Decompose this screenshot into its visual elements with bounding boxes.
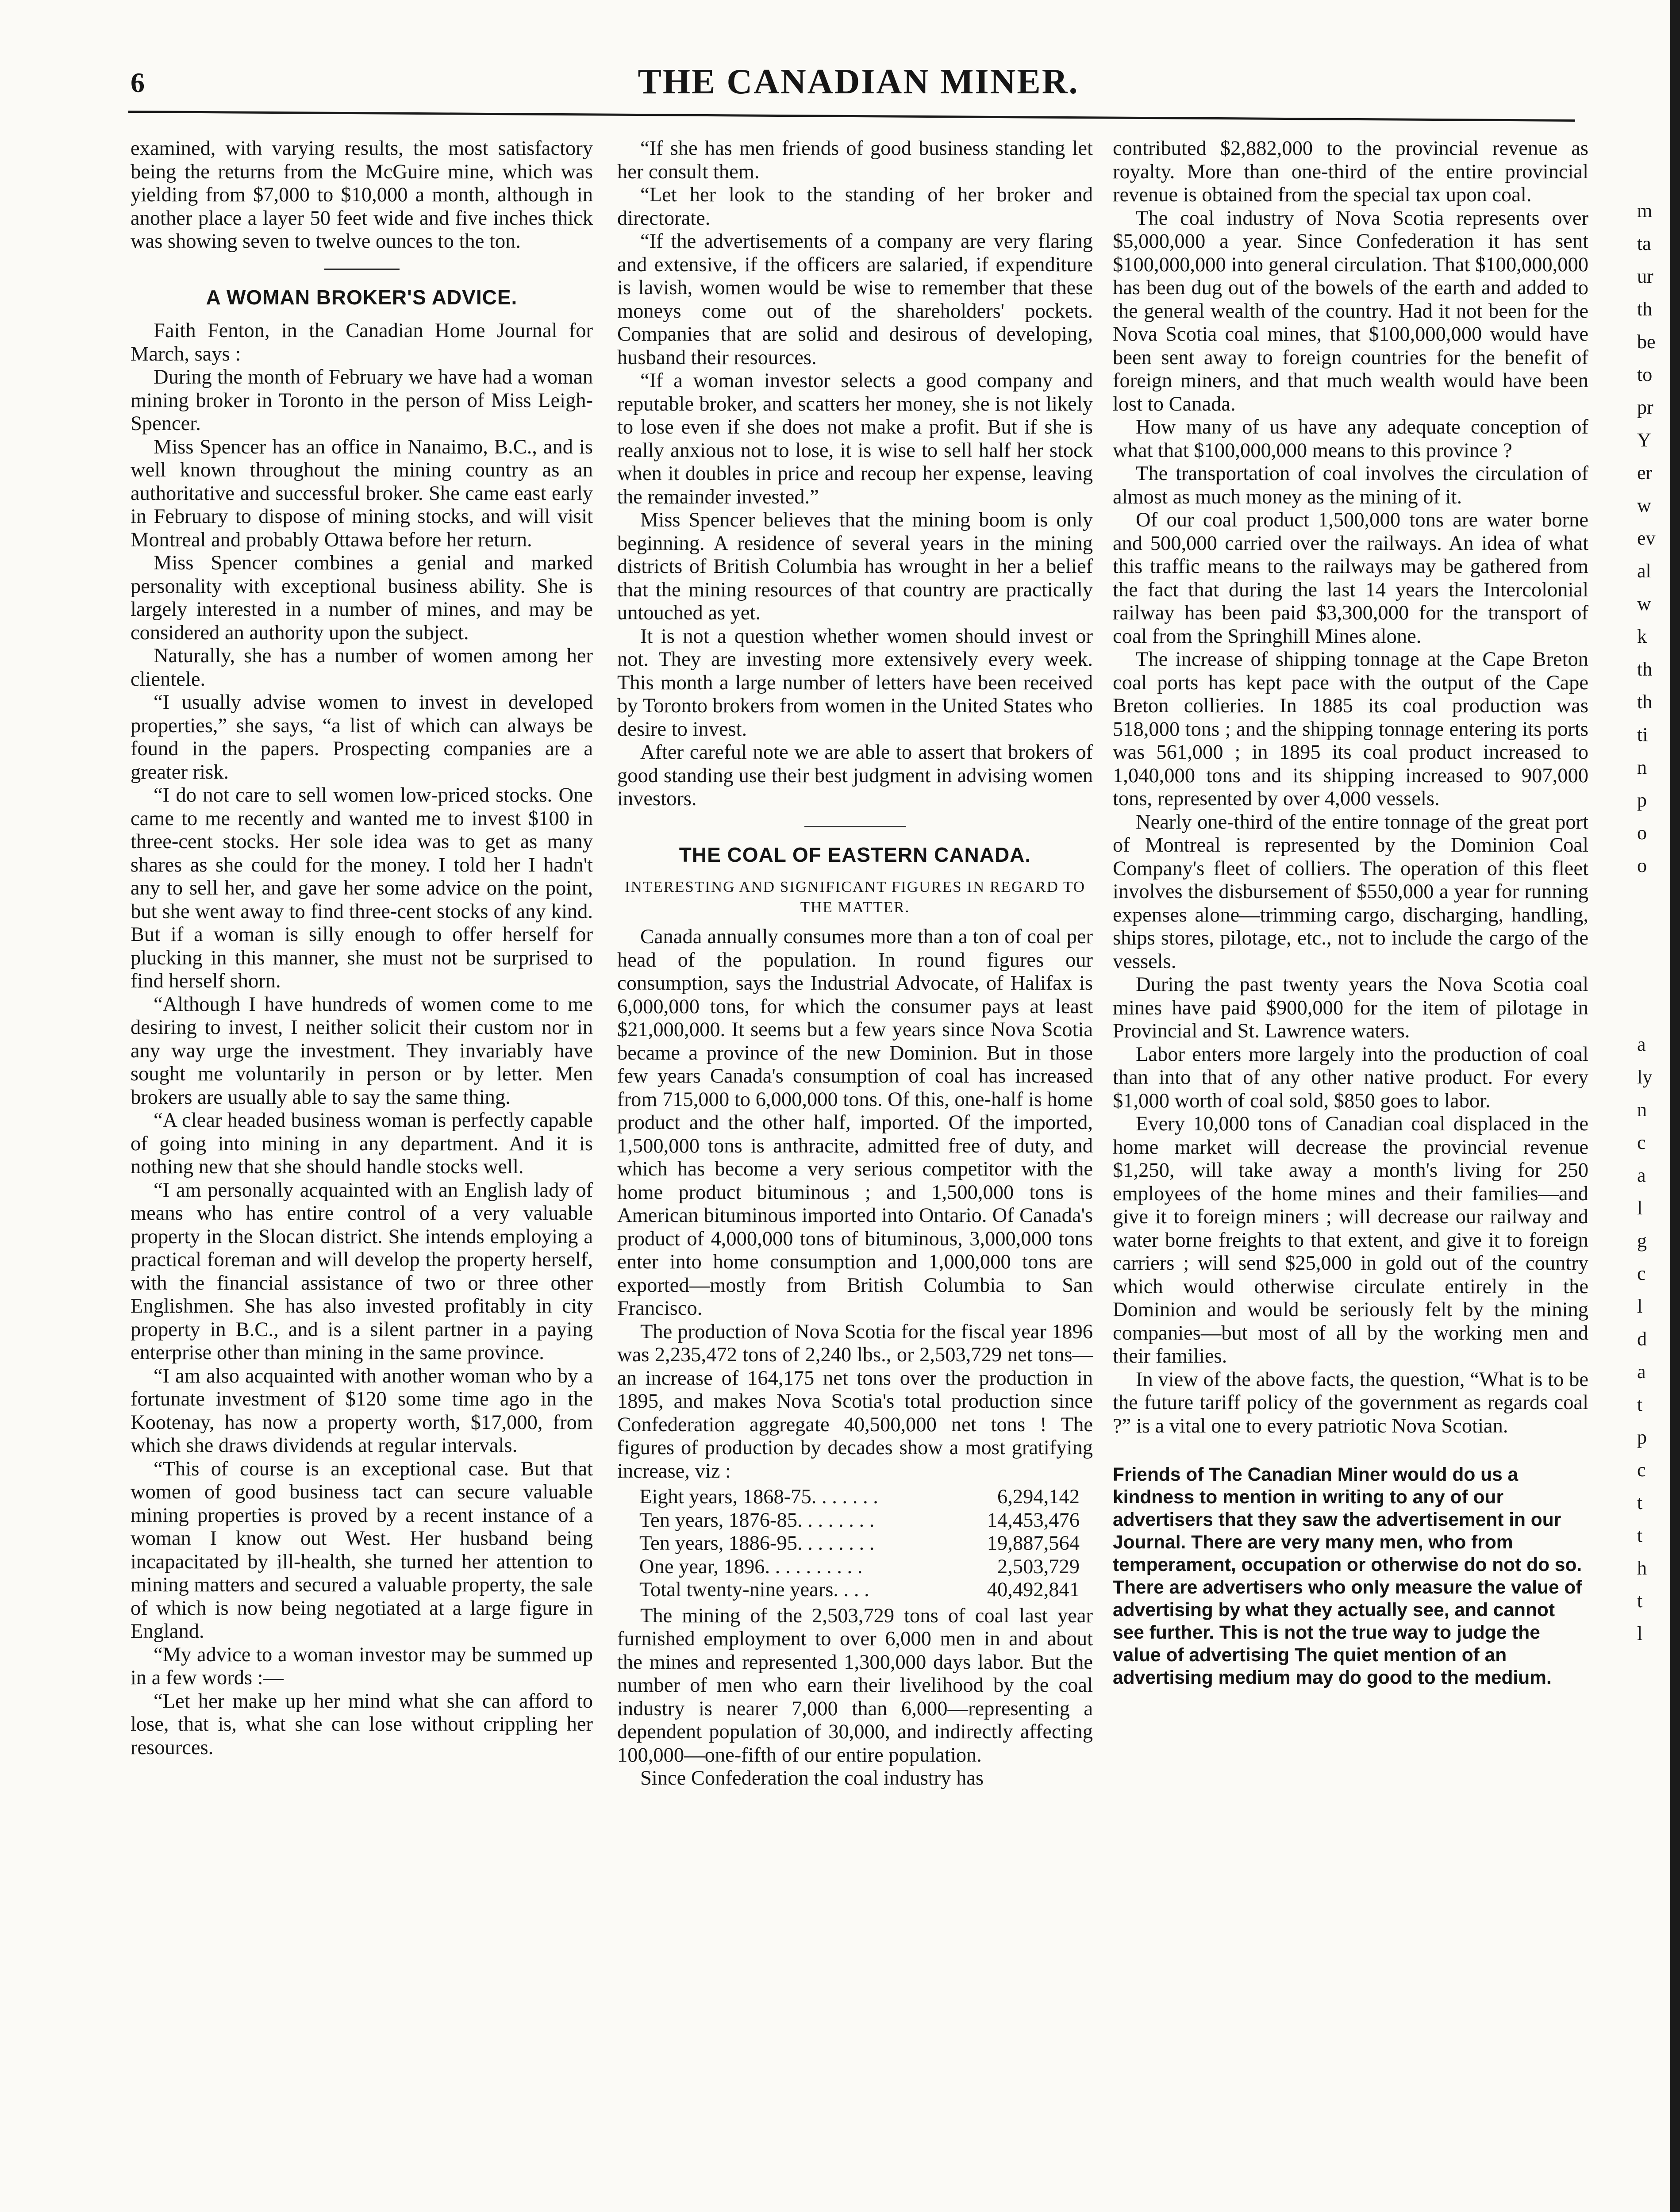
edge-fragment: t (1637, 1492, 1643, 1513)
paragraph: “Let her make up her mind what she can afford to lose, that is, what she can lose without crippling her resources. (131, 1690, 593, 1759)
header-rule (128, 111, 1575, 122)
table-row (617, 1486, 1093, 1509)
article-title-coal: THE COAL OF EASTERN CANADA. (679, 843, 1031, 866)
paragraph: The production of Nova Scotia for the fiscal year 1896 was 2,235,472 tons of 2,240 lbs., or 2,503,729 net tons—an increase of 164,175 net tons over the production in 1895, and makes Nova Scotia's total production since Confederation aggregate 40,500,000 net tons ! The figures of production by decades show a most gratifying increase, viz : (617, 1320, 1093, 1482)
advertiser-notice: Friends of The Canadian Miner would do us a kindness to mention in writing to any of our advertisers that they saw the advertisement in our Journal. There are very many men, who from temperament, occupation or otherwise do not do so. There are advertisers who only measure the value of advertising by what they actually see, and cannot see further. This is not the true way to judge the value of advertising The quiet mention of an advertising medium may do good to the medium. (1113, 1464, 1582, 1688)
row-label: Eight years, 1868-75. . . . . . . (639, 1486, 878, 1508)
edge-fragment: to (1637, 364, 1653, 385)
paragraph: “My advice to a woman investor may be summed up in a few words :— (131, 1643, 593, 1689)
edge-fragment: pr (1637, 396, 1653, 418)
paragraph: “This of course is an exceptional case. But that women of good business tact can secure valuable mining properties is proved by a recent instance of a woman I know out West. Her husband being incapacitated by ill-health, she turned her attention to mining matters and secured a valuable property, the sale of which is now being negotiated at a large figure in England. (131, 1457, 593, 1643)
paragraph: Miss Spencer believes that the mining boom is only beginning. A residence of several years in the mining districts of British Columbia has wrought in her a belief that the mining resources of that country are practically untouched as yet. (617, 509, 1093, 624)
table-row (617, 1532, 1093, 1555)
row-label: Total twenty-nine years. . . . (639, 1578, 869, 1601)
paragraph: In view of the above facts, the question, “What is to be the future tariff policy of the government as regards coal ?” is a vital one to every patriotic Nova Scotian. (1113, 1368, 1588, 1437)
paragraph: Labor enters more largely into the production of coal than into that of any other native product. For every $1,000 worth of coal sold, $850 goes to labor. (1113, 1043, 1588, 1112)
paragraph: The increase of shipping tonnage at the Cape Breton coal ports has kept pace with the output of the Cape Breton collieries. In 1885 its coal production was 518,000 tons ; and the shipping tonnage entering its ports was 561,000 ; in 1895 its coal product increased to 1,040,000 tons and its shipping increased to 907,000 tons, represented by over 4,000 vessels. (1113, 648, 1588, 810)
paragraph: “I am also acquainted with another woman who by a fortunate investment of $120 some time ago in the Kootenay, has now a property worth, $17,000, from which she draws dividends at regular intervals. (131, 1364, 593, 1457)
row-label: One year, 1896. . . . . . . . . . (639, 1555, 863, 1578)
edge-fragment: a (1637, 1361, 1646, 1382)
row-value: 19,887,564 (987, 1532, 1080, 1555)
edge-fragment: o (1637, 822, 1647, 844)
edge-fragment: n (1637, 757, 1647, 778)
paragraph: Every 10,000 tons of Canadian coal displaced in the home market will decrease the provincial revenue $1,250, will take away a month's living for 250 employees of the home mines and their families—and give it to foreign miners ; will decrease our railway and water borne freights to that extent, and give it to foreign carriers ; will send $25,000 in gold out of the country which would otherwise circulate entirely in the Dominion and would be seriously felt by the mining companies—but most of all by the working men and their families. (1113, 1113, 1588, 1367)
paragraph: “If a woman investor selects a good company and reputable broker, and scatters her money, she is not likely to lose even if she does not make a profit. But if she is really anxious not to lose, it is wise to sell half her stock when it doubles in price and recoup her expense, leaving the remainder invested.” (617, 369, 1093, 508)
edge-fragment: ta (1637, 233, 1651, 254)
row-label: Ten years, 1886-95. . . . . . . . (639, 1532, 875, 1555)
edge-fragment: be (1637, 331, 1656, 353)
edge-fragment: k (1637, 626, 1647, 647)
edge-fragment: ti (1637, 724, 1648, 745)
paragraph: It is not a question whether women should invest or not. They are investing more extensively every week. This month a large number of letters have been received by Toronto brokers from women in the United States who desire to invest. (617, 625, 1093, 741)
paragraph: The mining of the 2,503,729 tons of coal last year furnished employment to over 6,000 men in and about the mines and represented 1,300,000 days labor. But the number of men who earn their livelihood by the coal industry is nearer 7,000 than 6,000—representing a dependent population of 30,000, and indirectly affecting 100,000—one-fifth of our entire population. (617, 1604, 1093, 1767)
paragraph: “I usually advise women to invest in developed properties,” she says, “a list of which can always be found in the papers. Prospecting companies are a greater risk. (131, 691, 593, 783)
article-subtitle: INTERESTING AND SIGNIFICANT FIGURES IN REGARD TO THE MATTER. (624, 878, 1086, 916)
edge-fragment: l (1637, 1623, 1643, 1644)
edge-fragment: w (1637, 593, 1651, 614)
paragraph: “A clear headed business woman is perfectly capable of going into mining in any department. And it is nothing new that she should handle stocks well. (131, 1109, 593, 1178)
paragraph: During the month of February we have had a woman mining broker in Toronto in the person of Miss Leigh-Spencer. (131, 366, 593, 435)
paragraph: The coal industry of Nova Scotia represents over $5,000,000 a year. Since Confederation it has sent $100,000,000 into general circulation. That $100,000,000 has been dug out of the bowels of the earth and added to the general wealth of the country. Had it not been for the Nova Scotia coal mines, that $100,000,000 would have been sent away to foreign countries for the benefit of foreign miners, and that much wealth would have been lost to Canada. (1113, 207, 1588, 415)
edge-fragment: o (1637, 855, 1647, 876)
edge-fragment: t (1637, 1590, 1643, 1612)
paragraph: Miss Spencer has an office in Nanaimo, B.C., and is well known throughout the mining country as an authoritative and successful broker. She came east early in February to dispose of mining stocks, and will visit Montreal and probably Ottawa before her return. (131, 435, 593, 551)
edge-fragment: m (1637, 200, 1653, 222)
edge-fragment: th (1637, 658, 1653, 680)
article-title-woman-broker: A WOMAN BROKER'S ADVICE. (206, 285, 518, 309)
paragraph: “Let her look to the standing of her broker and directorate. (617, 184, 1093, 230)
edge-fragment: l (1637, 1197, 1643, 1219)
paragraph: “Although I have hundreds of women come to me desiring to invest, I neither solicit their custom nor in any way urge the investment. They invariably have sought me voluntarily in person or by letter. Men brokers are usually able to say the same thing. (131, 993, 593, 1109)
edge-fragment: c (1637, 1132, 1646, 1153)
production-table (617, 1486, 1093, 1602)
paragraph: Faith Fenton, in the Canadian Home Journal for March, says : (131, 319, 593, 365)
paragraph: During the past twenty years the Nova Scotia coal mines have paid $900,000 for the item of pilotage in Provincial and St. Lawrence waters. (1113, 973, 1588, 1042)
row-value: 14,453,476 (987, 1509, 1080, 1532)
edge-fragment: p (1637, 1426, 1647, 1448)
row-value: 6,294,142 (997, 1486, 1080, 1508)
edge-fragment: al (1637, 560, 1651, 582)
edge-fragment: er (1637, 462, 1653, 484)
paragraph: “If she has men friends of good business standing let her consult them. (617, 137, 1093, 183)
edge-fragment: ur (1637, 265, 1653, 287)
page-edge-shadow (1670, 0, 1680, 2212)
paragraph: “I am personally acquainted with an English lady of means who has entire control of a very valuable property in the Slocan district. She intends employing a practical foreman and will develop the property herself, with the financial assistance of two or three other Englishmen. She has also invested profitably in city property in B.C., and is a silent partner in a paying enterprise other than mining in the same province. (131, 1179, 593, 1364)
edge-fragment: w (1637, 495, 1651, 516)
column-3 (1113, 137, 1588, 1689)
edge-fragment: p (1637, 789, 1647, 811)
paragraph: Canada annually consumes more than a ton of coal per head of the population. In round figures our consumption, says the Industrial Advocate, of Halifax is 6,000,000 tons, for which the consumer pays at least $21,000,000. It seems but a few years since Nova Scotia became a province of the new Dominion. But in those few years Canada's consumption of coal has increased from 715,000 to 6,000,000 tons. Of this, one-half is home product and the other half, imported. Of the imported, 1,500,000 tons is anthracite, admitted free of duty, and which has become a very serious competitor with the home product bituminous ; and 1,500,000 tons is American bituminous imported into Ontario. Of Canada's product of 4,000,000 tons of bituminous, 3,000,000 tons enter into home consumption and 1,000,000 tons are exported—mostly from British Columbia to San Francisco. (617, 926, 1093, 1320)
paragraph: Nearly one-third of the entire tonnage of the great port of Montreal is represented by the Dominion Coal Company's fleet of colliers. The operation of this fleet involves the disbursement of $550,000 a year for running expenses alone—trimming cargo, discharging, handling, ships stores, pilotage, etc., not to include the cargo of the vessels. (1113, 810, 1588, 973)
page-header (0, 0, 1680, 115)
table-row (617, 1578, 1093, 1602)
column-2 (617, 137, 1093, 1790)
edge-fragment: c (1637, 1459, 1646, 1481)
edge-fragment: g (1637, 1230, 1647, 1252)
edge-fragment: th (1637, 298, 1653, 320)
row-value: 40,492,841 (987, 1578, 1080, 1601)
row-value: 2,503,729 (997, 1555, 1080, 1578)
col3-opening: contributed $2,882,000 to the provincial revenue as royalty. More than one-third of the entire provincial revenue is obtained from the special tax upon coal. (1113, 137, 1588, 206)
page-number: 6 (131, 67, 145, 98)
edge-fragment: l (1637, 1295, 1643, 1317)
column-1 (131, 137, 593, 1759)
edge-fragment: ly (1637, 1066, 1653, 1088)
paragraph: Of our coal product 1,500,000 tons are water borne and 500,000 carried over the railways. An idea of what this traffic means to the railways may be gathered from the fact that during the last 14 years the Intercolonial railway has been paid $3,300,000 for the transport of coal from the Springhill Mines alone. (1113, 509, 1588, 648)
col1-opening: examined, with varying results, the most satisfactory being the returns from the McGuire mine, which was yielding from $7,000 to $10,000 a month, although in another place a layer 50 feet wide and five inches thick was showing seven to twelve ounces to the ton. (131, 137, 593, 253)
row-label: Ten years, 1876-85. . . . . . . . (639, 1509, 875, 1532)
edge-fragment: a (1637, 1164, 1646, 1186)
paragraph: Miss Spencer combines a genial and marked personality with exceptional business ability. She is largely interested in a number of mines, and may be considered an authority upon the subject. (131, 552, 593, 644)
paragraph: The transportation of coal involves the circulation of almost as much money as the mining of it. (1113, 462, 1588, 508)
paragraph: “If the advertisements of a company are very flaring and extensive, if the officers are salaried, if expenditure is lavish, women would be wise to remember that these moneys come out of the shareholders' pockets. Companies that are solid and desirous of developing, husband their resources. (617, 230, 1093, 369)
edge-fragment: c (1637, 1263, 1646, 1284)
paragraph: Since Confederation the coal industry has (640, 1767, 984, 1790)
edge-fragment: n (1637, 1099, 1647, 1121)
table-row (617, 1555, 1093, 1579)
edge-fragment: t (1637, 1525, 1643, 1546)
paragraph: Naturally, she has a number of women among her clientele. (131, 645, 593, 691)
edge-fragment: a (1637, 1033, 1646, 1055)
edge-fragment: Y (1637, 429, 1651, 451)
edge-fragment: th (1637, 691, 1653, 713)
edge-fragment: t (1637, 1394, 1643, 1415)
paragraph: After careful note we are able to assert that brokers of good standing use their best judgment in advising women investors. (617, 741, 1093, 810)
edge-fragment: ev (1637, 527, 1656, 549)
paragraph: “I do not care to sell women low-priced stocks. One came to me recently and wanted me to invest $100 in three-cent stocks. Her sole idea was to get as many shares as she could for the money. I told her I hadn't any to sell her, and gave her some advice on the point, but she went away to find three-cent stocks of any kind. But if a woman is silly enough to offer herself for plucking in this manner, she must not be surprised to find herself shorn. (131, 784, 593, 992)
section-divider (804, 826, 906, 827)
section-divider (324, 269, 400, 270)
edge-fragment: h (1637, 1557, 1647, 1579)
table-row (617, 1509, 1093, 1532)
edge-fragment: d (1637, 1328, 1647, 1350)
paragraph: How many of us have any adequate conception of what that $100,000,000 means to this province ? (1113, 416, 1588, 462)
masthead-title: THE CANADIAN MINER. (638, 62, 1079, 101)
